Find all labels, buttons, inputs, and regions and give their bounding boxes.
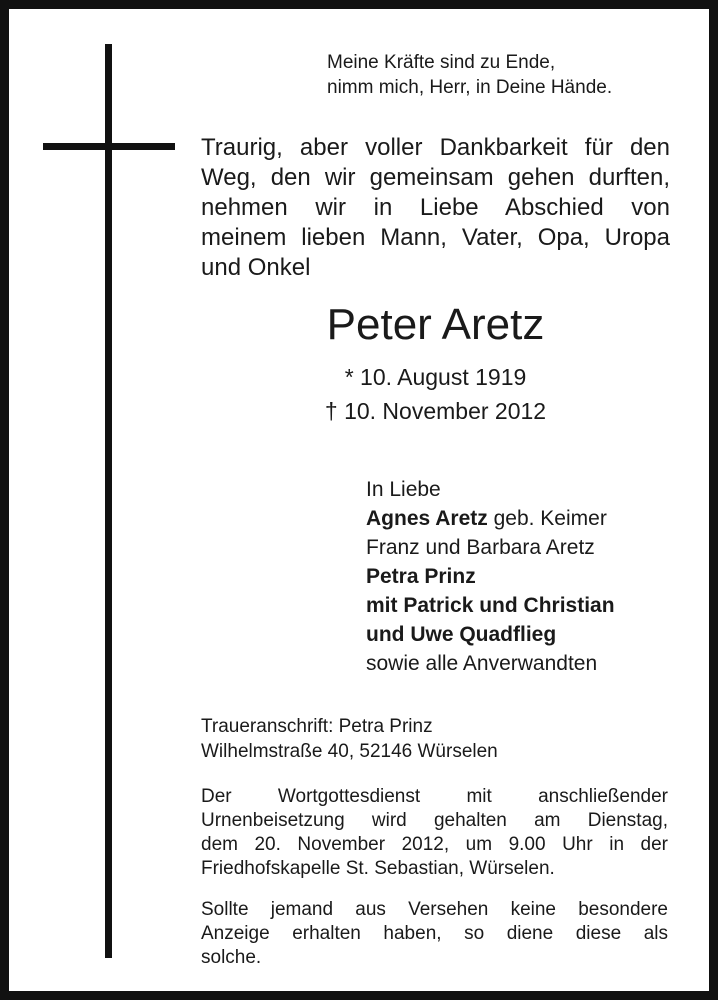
- mourner-name: Agnes Aretz: [366, 507, 488, 530]
- intro-line: meinem lieben Mann, Vater, Opa, Uropa: [201, 224, 670, 251]
- service-line: Friedhofskapelle St. Sebastian, Würselen.: [201, 858, 555, 879]
- closing-line: solche.: [201, 947, 262, 968]
- mourner-line: [366, 504, 615, 533]
- service-info: [201, 785, 668, 881]
- death-date: † 10. November 2012: [324, 398, 547, 424]
- closing-note: [201, 898, 668, 970]
- mourners-list: [366, 475, 615, 678]
- intro-line: und Onkel: [201, 254, 311, 281]
- service-line: Der Wortgottesdienst mit anschließender: [201, 786, 668, 807]
- intro-line: nehmen wir in Liebe Abschied von: [201, 194, 670, 221]
- mourners-intro: In Liebe: [366, 478, 441, 501]
- motto-verse: [327, 50, 612, 100]
- closing-line: Sollte jemand aus Versehen keine besondere: [201, 899, 668, 920]
- motto-line: Meine Kräfte sind zu Ende,: [327, 52, 556, 73]
- cross-icon-vertical-bar: [105, 44, 112, 958]
- intro-line: Weg, den wir gemeinsam gehen durften,: [201, 164, 670, 191]
- mourner-line: Franz und Barbara Aretz: [366, 536, 595, 559]
- deceased-name: Peter Aretz: [326, 300, 545, 349]
- birth-date: * 10. August 1919: [344, 364, 527, 390]
- mourning-address: [201, 714, 498, 764]
- address-line: Traueranschrift: Petra Prinz: [201, 716, 433, 737]
- mourner-line: und Uwe Quadflieg: [366, 623, 557, 646]
- intro-text: [201, 133, 670, 283]
- service-line: dem 20. November 2012, um 9.00 Uhr in der: [201, 834, 668, 855]
- intro-line: Traurig, aber voller Dankbarkeit für den: [201, 134, 670, 161]
- mourner-line: mit Patrick und Christian: [366, 594, 615, 617]
- service-line: Urnenbeisetzung wird gehalten am Dienstag,: [201, 810, 668, 831]
- mourner-maiden-name: geb. Keimer: [487, 507, 607, 530]
- motto-line: nimm mich, Herr, in Deine Hände.: [327, 77, 613, 98]
- address-line: Wilhelmstraße 40, 52146 Würselen: [201, 741, 498, 762]
- mourner-line: sowie alle Anverwandten: [366, 652, 598, 675]
- closing-line: Anzeige erhalten haben, so diene diese als: [201, 923, 668, 944]
- mourner-line: Petra Prinz: [366, 565, 476, 588]
- cross-icon-horizontal-bar: [43, 143, 175, 150]
